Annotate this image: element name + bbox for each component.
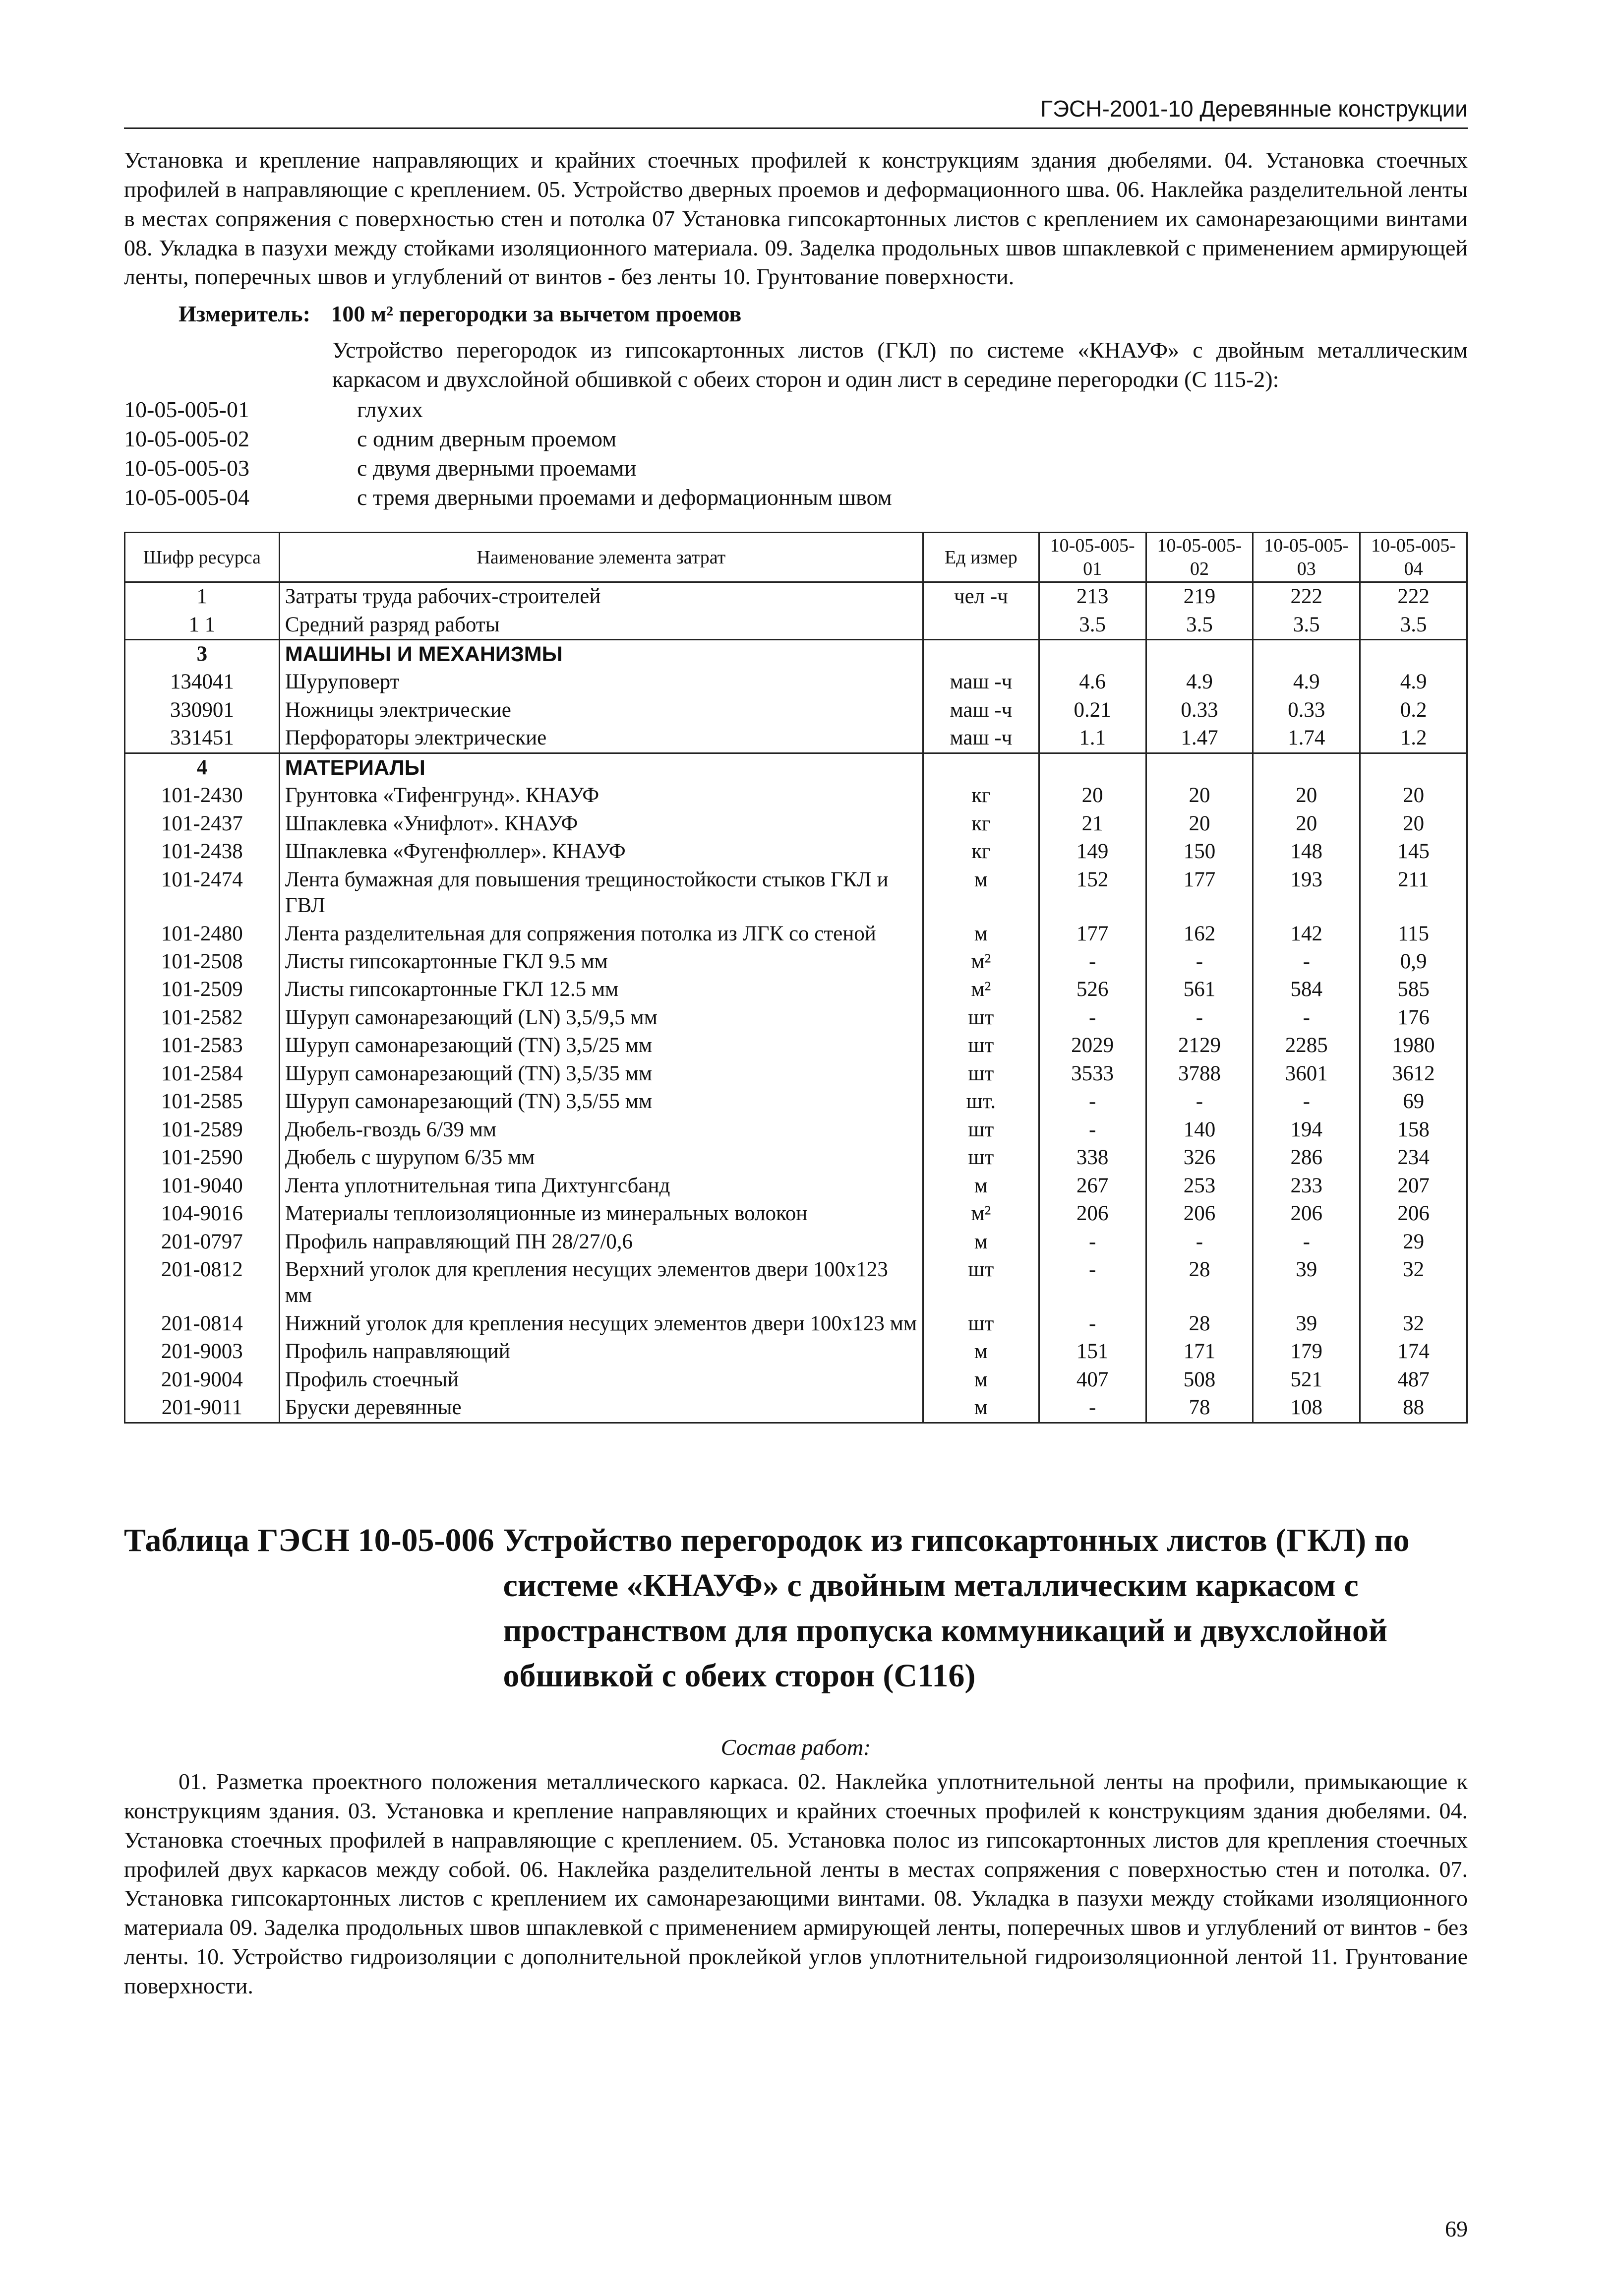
norm-01-cell: 20	[1039, 782, 1146, 809]
norm-01-cell: 177	[1039, 920, 1146, 948]
cost-element-cell: Шпаклевка «Унифлот». КНАУФ	[279, 810, 923, 838]
unit-cell: шт	[923, 1256, 1039, 1310]
norm-01-cell: 213	[1039, 582, 1146, 611]
norm-03-cell: 39	[1253, 1256, 1360, 1310]
cost-element-cell: Нижний уголок для крепления несущих элементов двери 100x123 мм	[279, 1310, 923, 1338]
table-row	[125, 1144, 1467, 1172]
cost-element-cell: Шуруповерт	[279, 668, 923, 696]
norm-04-cell: 3.5	[1360, 611, 1467, 640]
norm-01-cell: 338	[1039, 1144, 1146, 1172]
norm-03-cell: 20	[1253, 782, 1360, 809]
cost-element-cell: Листы гипсокартонные ГКЛ 9.5 мм	[279, 948, 923, 976]
unit-cell	[923, 611, 1039, 640]
norm-04-cell: 0,9	[1360, 948, 1467, 976]
table-row	[125, 1004, 1467, 1032]
code-description: с двумя дверными проемами	[357, 455, 637, 481]
table-row	[125, 866, 1467, 920]
code-list-item	[124, 425, 1468, 454]
norm-02-cell: -	[1146, 948, 1253, 976]
unit-cell: м	[923, 1338, 1039, 1365]
cost-element-cell: Профиль стоечный	[279, 1366, 923, 1394]
cost-element-cell: Листы гипсокартонные ГКЛ 12.5 мм	[279, 976, 923, 1003]
composition-heading: Состав работ:	[720, 1735, 871, 1760]
unit-cell: кг	[923, 782, 1039, 809]
norm-02-cell: 28	[1146, 1310, 1253, 1338]
table-body	[125, 582, 1467, 1423]
norm-04-cell: 222	[1360, 582, 1467, 611]
norm-04-cell: 20	[1360, 782, 1467, 809]
resource-code-cell: 101-2585	[125, 1088, 280, 1116]
unit-cell: м	[923, 1172, 1039, 1200]
norm-02-cell: 3.5	[1146, 611, 1253, 640]
norm-04-cell: 29	[1360, 1228, 1467, 1256]
cost-element-cell: Материалы теплоизоляционные из минеральных волокон	[279, 1200, 923, 1228]
resource-code-cell: 1 1	[125, 611, 280, 640]
norm-02-cell: 78	[1146, 1394, 1253, 1423]
norm-03-cell: 2285	[1253, 1032, 1360, 1059]
norm-04-cell: 88	[1360, 1394, 1467, 1423]
norm-03-cell: 148	[1253, 838, 1360, 866]
measure-value: 100 м² перегородки за вычетом проемов	[331, 301, 742, 327]
resource-code-cell: 1	[125, 582, 280, 611]
norm-02-cell: -	[1146, 1228, 1253, 1256]
norm-01-cell: -	[1039, 1310, 1146, 1338]
table-header-row	[125, 533, 1467, 582]
norm-03-cell: 20	[1253, 810, 1360, 838]
norm-02-cell	[1146, 753, 1253, 782]
cost-element-cell: Шпаклевка «Фугенфюллер». КНАУФ	[279, 838, 923, 866]
resource-code-cell: 201-0814	[125, 1310, 280, 1338]
cost-element-cell: Профиль направляющий ПН 28/27/0,6	[279, 1228, 923, 1256]
norm-01-cell: 4.6	[1039, 668, 1146, 696]
norm-03-cell: 222	[1253, 582, 1360, 611]
table-row	[125, 1172, 1467, 1200]
norm-01-cell	[1039, 753, 1146, 782]
norm-04-cell	[1360, 640, 1467, 669]
norm-04-cell: 234	[1360, 1144, 1467, 1172]
next-table-title	[124, 1518, 1468, 1698]
cost-element-cell: Профиль направляющий	[279, 1338, 923, 1365]
norm-01-cell: 0.21	[1039, 696, 1146, 724]
norm-04-cell: 20	[1360, 810, 1467, 838]
norm-04-cell: 32	[1360, 1256, 1467, 1310]
table-row	[125, 1060, 1467, 1088]
norm-04-cell: 145	[1360, 838, 1467, 866]
code-number: 10-05-005-02	[124, 426, 249, 451]
cost-element-cell: Грунтовка «Тифенгрунд». КНАУФ	[279, 782, 923, 809]
resource-code-cell: 101-2437	[125, 810, 280, 838]
unit-cell: м²	[923, 976, 1039, 1003]
code-description: глухих	[357, 396, 423, 422]
norm-02-cell	[1146, 640, 1253, 669]
cost-element-cell: Шуруп самонарезающий (TN) 3,5/25 мм	[279, 1032, 923, 1059]
table-row	[125, 976, 1467, 1003]
table-row	[125, 920, 1467, 948]
norm-03-cell: 142	[1253, 920, 1360, 948]
resource-code-cell: 101-2474	[125, 866, 280, 920]
norm-04-cell: 207	[1360, 1172, 1467, 1200]
norm-04-cell: 487	[1360, 1366, 1467, 1394]
norm-02-cell: 2129	[1146, 1032, 1253, 1059]
norm-01-cell: 3.5	[1039, 611, 1146, 640]
resource-table	[124, 532, 1468, 1423]
norm-02-cell: 150	[1146, 838, 1253, 866]
unit-cell: шт.	[923, 1088, 1039, 1116]
cost-element-cell: МАШИНЫ И МЕХАНИЗМЫ	[279, 640, 923, 669]
norm-01-cell: -	[1039, 1004, 1146, 1032]
table-row	[125, 753, 1467, 782]
norm-04-cell: 206	[1360, 1200, 1467, 1228]
norm-03-cell: 584	[1253, 976, 1360, 1003]
header-norm-04: 10-05-005-04	[1360, 533, 1467, 582]
norm-02-cell: 3788	[1146, 1060, 1253, 1088]
norm-03-cell: -	[1253, 1088, 1360, 1116]
norm-02-cell: 0.33	[1146, 696, 1253, 724]
norm-03-cell: 179	[1253, 1338, 1360, 1365]
norm-01-cell: 1.1	[1039, 724, 1146, 753]
norm-04-cell	[1360, 753, 1467, 782]
cost-element-cell: Лента уплотнительная типа Дихтунгсбанд	[279, 1172, 923, 1200]
unit-cell	[923, 640, 1039, 669]
measure-label: Измеритель:	[179, 301, 310, 327]
norm-02-cell: 20	[1146, 810, 1253, 838]
table-row	[125, 782, 1467, 809]
resource-code-cell: 101-2582	[125, 1004, 280, 1032]
unit-cell: м	[923, 920, 1039, 948]
code-number: 10-05-005-04	[124, 484, 249, 510]
code-description: с одним дверным проемом	[357, 426, 617, 451]
norm-01-cell	[1039, 640, 1146, 669]
norm-03-cell: 233	[1253, 1172, 1360, 1200]
document-page	[124, 94, 1468, 2001]
page-number: 69	[1445, 2216, 1468, 2241]
resource-code-cell: 331451	[125, 724, 280, 753]
norm-02-cell: 20	[1146, 782, 1253, 809]
norm-02-cell: 219	[1146, 582, 1253, 611]
resource-description: Устройство перегородок из гипсокартонных листов (ГКЛ) по системе «КНАУФ» с двойным металлическим каркасом и двухслойной обшивкой с обеих сторон и один лист в середине перегородки (С 115-2):	[332, 337, 1468, 392]
norm-03-cell: 521	[1253, 1366, 1360, 1394]
table-row	[125, 1338, 1467, 1365]
norm-02-cell: -	[1146, 1004, 1253, 1032]
code-list	[124, 395, 1468, 512]
intro-paragraph: Установка и крепление направляющих и крайних стоечных профилей к конструкциям здания дюбелями. 04. Установка стоечных профилей в направляющие с креплением. 05. Устройство дверных проемов и деформационного шва. 06. Наклейка разделительной ленты в местах сопряжения с поверхностью стен и потолка 07 Установка гипсокартонных листов с креплением их самонарезающими винтами 08. Укладка в пазухи между стойками изоляционного материала. 09. Заделка продольных швов шпаклевкой с применением армирующей ленты, поперечных швов и углублений от винтов - без ленты 10. Грунтование поверхности.	[124, 147, 1468, 290]
header-cost-element: Наименование элемента затрат	[279, 533, 923, 582]
norm-01-cell: -	[1039, 1088, 1146, 1116]
cost-element-cell: Средний разряд работы	[279, 611, 923, 640]
cost-element-cell: Шуруп самонарезающий (LN) 3,5/9,5 мм	[279, 1004, 923, 1032]
table-row	[125, 696, 1467, 724]
norm-02-cell: 140	[1146, 1116, 1253, 1144]
norm-04-cell: 585	[1360, 976, 1467, 1003]
unit-cell	[923, 753, 1039, 782]
norm-04-cell: 115	[1360, 920, 1467, 948]
table-row	[125, 1116, 1467, 1144]
unit-cell: кг	[923, 810, 1039, 838]
norm-01-cell: 152	[1039, 866, 1146, 920]
table-row	[125, 1200, 1467, 1228]
table-row	[125, 838, 1467, 866]
norm-01-cell: 21	[1039, 810, 1146, 838]
norm-01-cell: 267	[1039, 1172, 1146, 1200]
running-header: ГЭСН-2001-10 Деревянные конструкции	[124, 94, 1468, 129]
norm-03-cell	[1253, 753, 1360, 782]
cost-element-cell: Затраты труда рабочих-строителей	[279, 582, 923, 611]
unit-cell: шт	[923, 1116, 1039, 1144]
norm-02-cell: 1.47	[1146, 724, 1253, 753]
cost-element-cell: Дюбель с шурупом 6/35 мм	[279, 1144, 923, 1172]
cost-element-cell: Шуруп самонарезающий (TN) 3,5/35 мм	[279, 1060, 923, 1088]
table-row	[125, 668, 1467, 696]
code-number: 10-05-005-03	[124, 455, 249, 481]
table-row	[125, 1032, 1467, 1059]
header-resource-code: Шифр ресурса	[125, 533, 280, 582]
norm-01-cell: 407	[1039, 1366, 1146, 1394]
norm-01-cell: 206	[1039, 1200, 1146, 1228]
unit-cell: м²	[923, 1200, 1039, 1228]
resource-code-cell: 101-2590	[125, 1144, 280, 1172]
resource-code-cell: 201-9004	[125, 1366, 280, 1394]
norm-04-cell: 1.2	[1360, 724, 1467, 753]
table-row	[125, 1088, 1467, 1116]
table-row	[125, 1310, 1467, 1338]
norm-04-cell: 69	[1360, 1088, 1467, 1116]
norm-03-cell: 194	[1253, 1116, 1360, 1144]
norm-02-cell: 171	[1146, 1338, 1253, 1365]
resource-code-cell: 101-2584	[125, 1060, 280, 1088]
norm-01-cell: 151	[1039, 1338, 1146, 1365]
unit-cell: м	[923, 866, 1039, 920]
resource-code-cell: 201-0812	[125, 1256, 280, 1310]
resource-code-cell: 101-2509	[125, 976, 280, 1003]
table-row	[125, 582, 1467, 611]
next-table-name: Устройство перегородок из гипсокартонных листов (ГКЛ) по системе «КНАУФ» с двойным металлическим каркасом с пространством для пропуска коммуникаций и двухслойной обшивкой с обеих сторон (С116)	[503, 1522, 1410, 1694]
measure-line	[179, 300, 1468, 329]
header-norm-03: 10-05-005-03	[1253, 533, 1360, 582]
resource-code-cell: 101-2508	[125, 948, 280, 976]
next-table-number: Таблица ГЭСН 10-05-006	[124, 1522, 494, 1558]
code-list-item	[124, 454, 1468, 483]
norm-03-cell: -	[1253, 1004, 1360, 1032]
norm-02-cell: 508	[1146, 1366, 1253, 1394]
norm-03-cell: 206	[1253, 1200, 1360, 1228]
norm-02-cell: 28	[1146, 1256, 1253, 1310]
norm-04-cell: 32	[1360, 1310, 1467, 1338]
norm-03-cell: 4.9	[1253, 668, 1360, 696]
norm-01-cell: -	[1039, 1256, 1146, 1310]
norm-04-cell: 0.2	[1360, 696, 1467, 724]
norm-01-cell: -	[1039, 1116, 1146, 1144]
cost-element-cell: Шуруп самонарезающий (TN) 3,5/55 мм	[279, 1088, 923, 1116]
norm-02-cell: 162	[1146, 920, 1253, 948]
norm-03-cell: 193	[1253, 866, 1360, 920]
resource-code-cell: 134041	[125, 668, 280, 696]
norm-04-cell: 176	[1360, 1004, 1467, 1032]
norm-03-cell: 286	[1253, 1144, 1360, 1172]
table-row	[125, 1394, 1467, 1423]
norm-04-cell: 3612	[1360, 1060, 1467, 1088]
norm-03-cell: 3601	[1253, 1060, 1360, 1088]
unit-cell: м²	[923, 948, 1039, 976]
unit-cell: шт	[923, 1060, 1039, 1088]
composition-text: 01. Разметка проектного положения металлического каркаса. 02. Наклейка уплотнительной ленты на профили, примыкающие к конструкциям здания. 03. Установка и крепление направляющих и крайних стоечных профилей к конструкциям здания дюбелями. 04. Установка стоечных профилей в направляющие с креплением. 05. Установка полос из гипсокартонных листов для крепления стоечных профилей двух каркасов между собой. 06. Наклейка разделительной ленты в местах сопряжения с поверхностью стен и потолка. 07. Установка гипсокартонных листов с креплением их самонарезающими винтами. 08. Укладка в пазухи между стойками изоляционного материала 09. Заделка продольных швов шпаклевкой с применением армирующей ленты, поперечных швов и углублений от винтов - без ленты. 10. Устройство гидроизоляции с дополнительной проклейкой углов уплотнительной гидроизоляционной лентой 11. Грунтование поверхности.	[124, 1768, 1468, 1998]
resource-code-cell: 201-9003	[125, 1338, 280, 1365]
norm-01-cell: 149	[1039, 838, 1146, 866]
norm-01-cell: 2029	[1039, 1032, 1146, 1059]
norm-03-cell	[1253, 640, 1360, 669]
cost-element-cell: Бруски деревянные	[279, 1394, 923, 1423]
resource-code-cell: 101-9040	[125, 1172, 280, 1200]
resource-code-cell: 101-2583	[125, 1032, 280, 1059]
norm-01-cell: 3533	[1039, 1060, 1146, 1088]
norm-04-cell: 211	[1360, 866, 1467, 920]
table-row	[125, 640, 1467, 669]
norm-02-cell: 177	[1146, 866, 1253, 920]
unit-cell: шт	[923, 1310, 1039, 1338]
table-row	[125, 1228, 1467, 1256]
norm-01-cell: -	[1039, 1394, 1146, 1423]
norm-03-cell: 108	[1253, 1394, 1360, 1423]
unit-cell: шт	[923, 1144, 1039, 1172]
unit-cell: кг	[923, 838, 1039, 866]
resource-code-cell: 201-9011	[125, 1394, 280, 1423]
norm-04-cell: 1980	[1360, 1032, 1467, 1059]
table-row	[125, 611, 1467, 640]
norm-01-cell: -	[1039, 948, 1146, 976]
norm-01-cell: 526	[1039, 976, 1146, 1003]
resource-code-cell: 330901	[125, 696, 280, 724]
code-number: 10-05-005-01	[124, 396, 249, 422]
resource-code-cell: 101-2589	[125, 1116, 280, 1144]
cost-element-cell: Ножницы электрические	[279, 696, 923, 724]
resource-code-cell: 3	[125, 640, 280, 669]
header-norm-01: 10-05-005-01	[1039, 533, 1146, 582]
table-row	[125, 724, 1467, 753]
unit-cell: маш -ч	[923, 724, 1039, 753]
norm-03-cell: 0.33	[1253, 696, 1360, 724]
norm-03-cell: 3.5	[1253, 611, 1360, 640]
norm-02-cell: 206	[1146, 1200, 1253, 1228]
resource-code-cell: 101-2480	[125, 920, 280, 948]
norm-03-cell: -	[1253, 1228, 1360, 1256]
norm-04-cell: 158	[1360, 1116, 1467, 1144]
cost-element-cell: Лента разделительная для сопряжения потолка из ЛГК со стеной	[279, 920, 923, 948]
table-row	[125, 810, 1467, 838]
code-description: с тремя дверными проемами и деформационным швом	[357, 484, 892, 510]
norm-02-cell: 253	[1146, 1172, 1253, 1200]
header-unit: Ед измер	[923, 533, 1039, 582]
norm-02-cell: 4.9	[1146, 668, 1253, 696]
code-list-item	[124, 395, 1468, 425]
unit-cell: шт	[923, 1004, 1039, 1032]
unit-cell: маш -ч	[923, 696, 1039, 724]
unit-cell: м	[923, 1394, 1039, 1423]
resource-code-cell: 101-2438	[125, 838, 280, 866]
header-norm-02: 10-05-005-02	[1146, 533, 1253, 582]
resource-code-cell: 104-9016	[125, 1200, 280, 1228]
cost-element-cell: Верхний уголок для крепления несущих элементов двери 100x123 мм	[279, 1256, 923, 1310]
unit-cell: чел -ч	[923, 582, 1039, 611]
norm-02-cell: 326	[1146, 1144, 1253, 1172]
resource-code-cell: 201-0797	[125, 1228, 280, 1256]
norm-04-cell: 4.9	[1360, 668, 1467, 696]
norm-03-cell: 1.74	[1253, 724, 1360, 753]
unit-cell: маш -ч	[923, 668, 1039, 696]
cost-element-cell: Перфораторы электрические	[279, 724, 923, 753]
unit-cell: шт	[923, 1032, 1039, 1059]
code-list-item	[124, 483, 1468, 512]
norm-02-cell: 561	[1146, 976, 1253, 1003]
cost-element-cell: Лента бумажная для повышения трещиностойкости стыков ГКЛ и ГВЛ	[279, 866, 923, 920]
cost-element-cell: Дюбель-гвоздь 6/39 мм	[279, 1116, 923, 1144]
unit-cell: м	[923, 1366, 1039, 1394]
norm-03-cell: 39	[1253, 1310, 1360, 1338]
unit-cell: м	[923, 1228, 1039, 1256]
norm-03-cell: -	[1253, 948, 1360, 976]
table-row	[125, 1366, 1467, 1394]
table-row	[125, 948, 1467, 976]
table-row	[125, 1256, 1467, 1310]
resource-code-cell: 101-2430	[125, 782, 280, 809]
resource-code-cell: 4	[125, 753, 280, 782]
cost-element-cell: МАТЕРИАЛЫ	[279, 753, 923, 782]
norm-02-cell: -	[1146, 1088, 1253, 1116]
norm-01-cell: -	[1039, 1228, 1146, 1256]
norm-04-cell: 174	[1360, 1338, 1467, 1365]
